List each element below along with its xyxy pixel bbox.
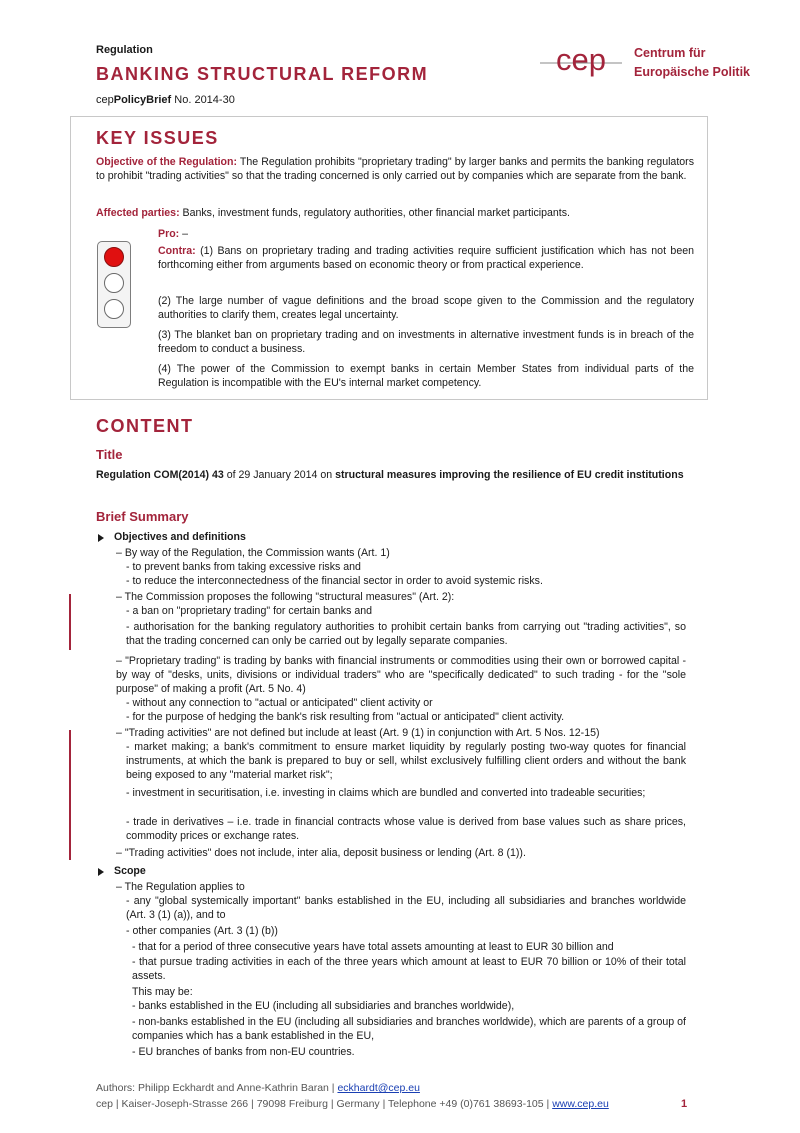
- bullet-arrow-icon: [98, 868, 104, 876]
- traffic-light-red-lamp: [104, 247, 124, 267]
- list-item: – "Trading activities" are not defined but include at least (Art. 9 (1) in conjunction with Art. 5 Nos. 12-15): [116, 727, 600, 739]
- brief-number: cepPolicyBrief No. 2014-30: [96, 94, 235, 106]
- list-item: - market making; a bank's commitment to ensure market liquidity by regularly posting two-way quotes for financial instruments, at which the bank is prepared to buy or sell, whilst exclusively fulfilling client orders and without the bank being exposed to any "material market risk";: [126, 741, 686, 781]
- key-issues-title: KEY ISSUES: [96, 128, 219, 148]
- list-item: - any "global systemically important" banks established in the EU, including all subsidiaries and branches worldwide (Art. 3 (1) (a)), and to: [126, 895, 686, 921]
- email-link[interactable]: eckhardt@cep.eu: [337, 1082, 420, 1094]
- list-item: - authorisation for the banking regulatory authorities to prohibit certain banks from carrying out "trading activities", so that the trading concerned can only be carried out by legally separate companies.: [126, 621, 686, 647]
- list-item: - investment in securitisation, i.e. investing in claims which are bundled and converted into tradeable securities;: [126, 787, 646, 799]
- contra-paragraph-2: (2) The large number of vague definitions and the broad scope given to the Commission and the regulatory authorities to clarify them, creates legal uncertainty.: [158, 295, 694, 321]
- bullet-arrow-icon: [98, 534, 104, 542]
- list-item: - that for a period of three consecutive years have total assets amounting at least to EUR 30 billion and: [132, 941, 614, 953]
- traffic-light-amber-lamp: [104, 273, 124, 293]
- section-label: Regulation: [96, 44, 153, 56]
- organization-name: Centrum für Europäische Politik: [634, 46, 751, 79]
- contra-paragraph-1: Contra: (1) Bans on proprietary trading and trading activities require sufficient justification which has not been forthcoming either from arguments based on economic theory or from practical experience.: [158, 245, 694, 271]
- list-item: – "Trading activities" does not include, inter alia, deposit business or lending (Art. 8 (1)).: [116, 847, 526, 859]
- list-item: - for the purpose of hedging the bank's risk resulting from "actual or anticipated" client activity.: [126, 711, 565, 723]
- list-item: – The Regulation applies to: [116, 881, 245, 893]
- list-item: – The Commission proposes the following "structural measures" (Art. 2):: [116, 591, 455, 603]
- traffic-light-green-lamp: [104, 299, 124, 319]
- logo-text: cep: [556, 42, 606, 77]
- affected-parties: Affected parties: Banks, investment funds, regulatory authorities, other financial market participants.: [96, 207, 570, 219]
- list-item: - other companies (Art. 3 (1) (b)): [126, 925, 278, 937]
- footer-address: cep | Kaiser-Joseph-Strasse 266 | 79098 Freiburg | Germany | Telephone +49 (0)761 38693-105 | www.cep.eu: [96, 1098, 609, 1110]
- brief-summary-heading: Brief Summary: [96, 509, 189, 524]
- list-item: - trade in derivatives – i.e. trade in financial contracts whose value is derived from base values such as share prices, commodity prices or exchange rates.: [126, 816, 686, 842]
- change-marker: [69, 730, 71, 860]
- website-link[interactable]: www.cep.eu: [552, 1098, 609, 1110]
- traffic-light-icon: [97, 241, 131, 328]
- title-heading: Title: [96, 447, 123, 462]
- list-item: - to reduce the interconnectedness of the financial sector in order to avoid systemic risks.: [126, 575, 543, 587]
- list-item: - non-banks established in the EU (including all subsidiaries and branches worldwide), which are parents of a group of companies which has a bank established in the EU,: [132, 1016, 686, 1042]
- scope-heading: Scope: [114, 865, 146, 877]
- list-item: – "Proprietary trading" is trading by banks with financial instruments or commodities using their own or borrowed capital - by way of "desks, units, divisions or individual traders" who are "specifically dedicated" to such trading - for the "sole purpose" of making a profit (Art. 5 No. 4): [116, 655, 686, 695]
- cep-logo: [536, 36, 626, 80]
- list-item: - to prevent banks from taking excessive risks and: [126, 561, 361, 573]
- list-item: - without any connection to "actual or anticipated" client activity or: [126, 697, 433, 709]
- regulation-title: Regulation COM(2014) 43 of 29 January 2014 on structural measures improving the resilience of EU credit institutions: [96, 469, 684, 481]
- list-item: - a ban on "proprietary trading" for certain banks and: [126, 605, 373, 617]
- objectives-heading: Objectives and definitions: [114, 531, 246, 543]
- page-number: 1: [681, 1098, 688, 1110]
- change-marker: [69, 594, 71, 650]
- contra-paragraph-3: (3) The blanket ban on proprietary trading and on investments in alternative investment funds is in breach of the freedom to conduct a business.: [158, 329, 694, 355]
- list-item: – By way of the Regulation, the Commission wants (Art. 1): [116, 547, 390, 559]
- list-item: - that pursue trading activities in each of the three years which amount at least to EUR 70 billion or 10% of their total assets.: [132, 956, 686, 982]
- objective-paragraph: Objective of the Regulation: The Regulation prohibits "proprietary trading" by larger banks and permits the banking regulators to prohibit "trading activities" so that the trading concerned is only carried out by companies which are separate from the bank.: [96, 156, 694, 182]
- pro-paragraph: Pro: –: [158, 228, 189, 240]
- contra-paragraph-4: (4) The power of the Commission to exempt banks in certain Member States from individual parts of the Regulation is incompatible with the EU's internal market competency.: [158, 363, 694, 389]
- list-item: - banks established in the EU (including all subsidiaries and branches worldwide),: [132, 1000, 515, 1012]
- list-item: - EU branches of banks from non-EU countries.: [132, 1046, 355, 1058]
- list-item: This may be:: [132, 986, 193, 998]
- document-title: BANKING STRUCTURAL REFORM: [96, 64, 429, 84]
- footer-authors: Authors: Philipp Eckhardt and Anne-Kathrin Baran | eckhardt@cep.eu: [96, 1082, 420, 1094]
- content-title: CONTENT: [96, 416, 194, 436]
